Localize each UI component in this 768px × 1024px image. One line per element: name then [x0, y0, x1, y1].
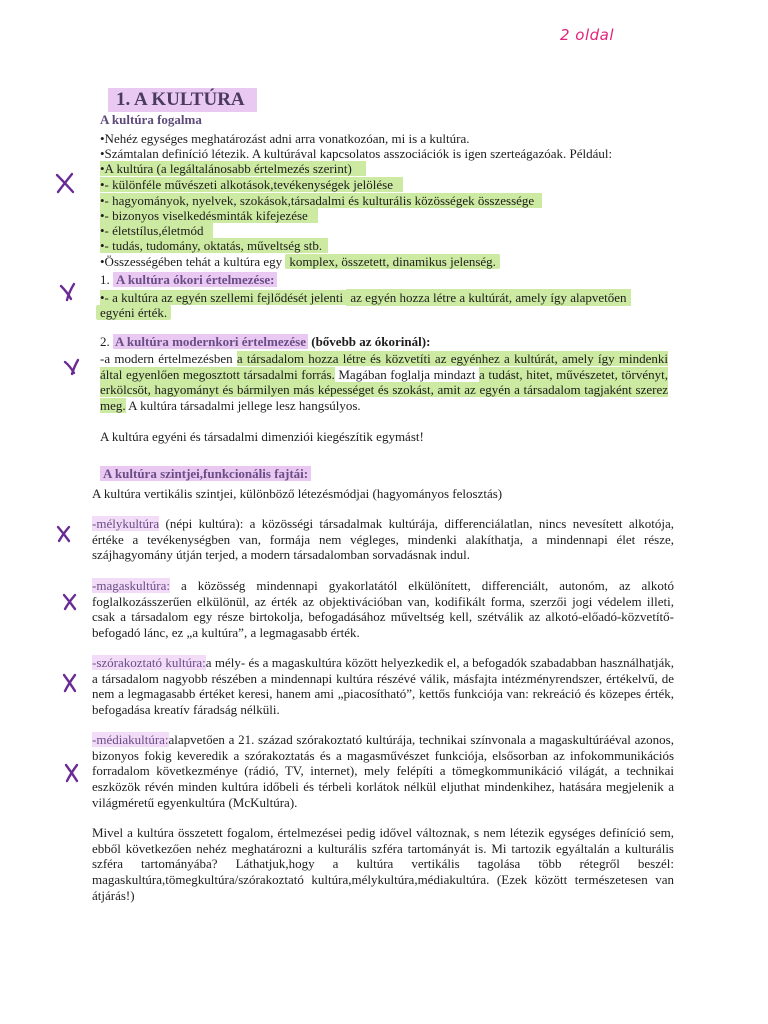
list-item [100, 223, 213, 238]
levels-intro: A kultúra vertikális szintjei, különböző létezésmódjai (hagyományos felosztás) [92, 486, 503, 501]
section-heading-levels [100, 466, 311, 482]
page-title: 1. A KULTÚRA [108, 88, 257, 112]
x-mark-icon [54, 524, 74, 549]
summary-highlight: komplex, összetett, dinamikus jelenség. [285, 254, 500, 269]
list-item-text: •- bizonyos viselkedésminták kifejezése [100, 208, 318, 223]
x-mark-icon [60, 672, 80, 699]
section-heading-concept: A kultúra fogalma [100, 112, 202, 127]
text-line [100, 290, 631, 305]
level-term: -magaskultúra: [92, 578, 170, 593]
text-line: •Számtalan definíció létezik. A kultúrával kapcsolatos asszociációk is igen szerteágazóak. Például: [100, 146, 613, 161]
list-item-text: •- különféle művészeti alkotások,tevékenységek jelölése [100, 177, 403, 192]
list-item-text: •- életstílus,életmód [100, 223, 213, 238]
list-intro [100, 161, 366, 176]
ancient-text-a: •- a kultúra az egyén szellemi fejlődését jelenti [100, 290, 347, 305]
summary-line [100, 254, 500, 269]
x-mark-icon [60, 592, 80, 617]
list-item-text: •- hagyományok, nyelvek, szokások,társadalmi és kulturális közösségek összessége [100, 193, 542, 208]
level-term: -médiakultúra: [92, 732, 169, 747]
section-number: 1. [100, 272, 113, 287]
level-paragraph-entertainment [92, 655, 674, 718]
x-mark-icon [54, 172, 76, 199]
summary-a: •Összességében tehát a kultúra egy [100, 254, 286, 269]
list-item [100, 193, 542, 208]
page-number-note: 2 oldal [560, 26, 615, 44]
list-intro-b: a legáltalánosabb értelmezés szerint) [161, 161, 366, 176]
modern-c: amely így mindenki által egyenlően megosztott társadalmi forrás. [100, 351, 668, 382]
section-number: 2. [100, 334, 113, 349]
list-intro-a: •A kultúra ( [100, 161, 161, 176]
level-paragraph-high [92, 578, 674, 641]
section-heading-text: A kultúra ókori értelmezése: [113, 272, 277, 287]
text-line: •Nehéz egységes meghatározást adni arra vonatkozóan, mi is a kultúra. [100, 131, 470, 146]
modern-a: -a modern értelmezésben [100, 351, 237, 366]
level-text: alapvetően a 21. század szórakoztató kultúrája, technikai színvonala a magaskultúráéval azonos, bizonyos fokig keveredik a szórakoztatás és a magasművészet funkciója, elsősorban az infokommunikációs forradalom következménye (rádió, TV, internet), mely felépíti a tömegkommunikáció világát, a technikai eszközök révén minden kultúra időbeli és térbeli korlátok nélkül eljuthat mindenkihez, hatására megjelenik a világméretű egyenkultúra (McKultúra). [92, 732, 674, 810]
list-item-text: •- tudás, tudomány, oktatás, műveltség stb. [100, 238, 328, 253]
section-heading-modern [100, 334, 430, 350]
modern-b: a társadalom hozza létre és közvetíti az egyénhez a kultúrát, [236, 351, 558, 366]
level-text: a közösség mindennapi gyakorlatától elkülönített, differenciált, autonóm, az alkotó foglalkozásszerűen elkülönül, az érték az objektivációban van, kodifikált forma, szerzői jogi védelem illeti, csak a társadalom egy része birtokolja, befogadásához műveltség kell, szétválik az alkotó-előadó-közvetítő-befogadó lánc, ez „a kultúra”, a legmagasabb érték. [92, 578, 674, 641]
section-heading-suffix: (bővebb az ókorinál): [307, 334, 431, 349]
level-text: (népi kultúra): a közösségi társadalmak kultúrája, differenciálatlan, nincs nevesített alkotója, értéke a tevékenységben van, formája nem végleges, mindenki alakíthatja, a mindennapi élet része, szájhagyomány útján terjed, a modern társadalomban sorvadásnak indul. [92, 516, 674, 563]
level-text: a mély- és a magaskultúra között helyezkedik el, a befogadók szabadabban használhatják, a társadalom nagyobb részében a mindennapi kultúra részévé válik, másfajta intézményrendszer, értékelvű, de nem a legmagasabb értéket keresi, hanem ami „piacosítható”, kettős funkciója van: rekreáció és közepes érték, befogadása kreatív fáradság nélküli. [92, 655, 674, 718]
x-mark-icon [62, 357, 82, 382]
modern-d: Magában foglalja mindazt [334, 366, 480, 382]
text-line [96, 305, 171, 320]
level-term: -szórakoztató kultúra: [92, 655, 206, 670]
x-mark-icon [62, 762, 82, 789]
section-heading-ancient [100, 272, 277, 288]
ancient-text-c: egyéni érték. [96, 305, 171, 320]
list-item [100, 208, 318, 223]
modern-e: a tudást, hitet, művészetet, törvényt, erkölcsöt, hagyományt és bármilyen más képességet és szokást, amit az egyén a társadalom tagjaként szerez meg. [100, 366, 668, 414]
section-heading-text: A kultúra modernkori értelmezése [115, 334, 306, 349]
ancient-text-b: az egyén hozza létre a kultúrát, amely így alapvetően [346, 289, 630, 306]
list-item [100, 177, 403, 192]
modern-f: A kultúra társadalmi jellege lesz hangsúlyos. [125, 398, 361, 414]
conclusion-line: A kultúra egyéni és társadalmi dimenziói kiegészítik egymást! [100, 429, 424, 444]
modern-paragraph [100, 351, 668, 414]
section-heading-text: A kultúra szintjei,funkcionális fajtái: [100, 466, 311, 481]
level-term: -mélykultúra [92, 516, 160, 531]
closing-paragraph: Mivel a kultúra összetett fogalom, értelmezései pedig idővel változnak, s nem létezik egységes definíció sem, ebből következően nehéz meghatározni a kulturális szféra tartományát is. Mi tartozik egyáltalán a kulturális szféra tartományába? Láthatjuk,hogy a kultúra vertikális tagolása több rétegről beszél: magaskultúra,tömegkultúra/szórakoztató kultúra,mélykultúra,médiakultúra. (Ezek között természetesen van átjárás!) [92, 825, 674, 903]
level-paragraph-media [92, 732, 674, 811]
x-mark-icon [58, 282, 78, 307]
list-item [100, 238, 328, 253]
level-paragraph-deep [92, 516, 674, 563]
